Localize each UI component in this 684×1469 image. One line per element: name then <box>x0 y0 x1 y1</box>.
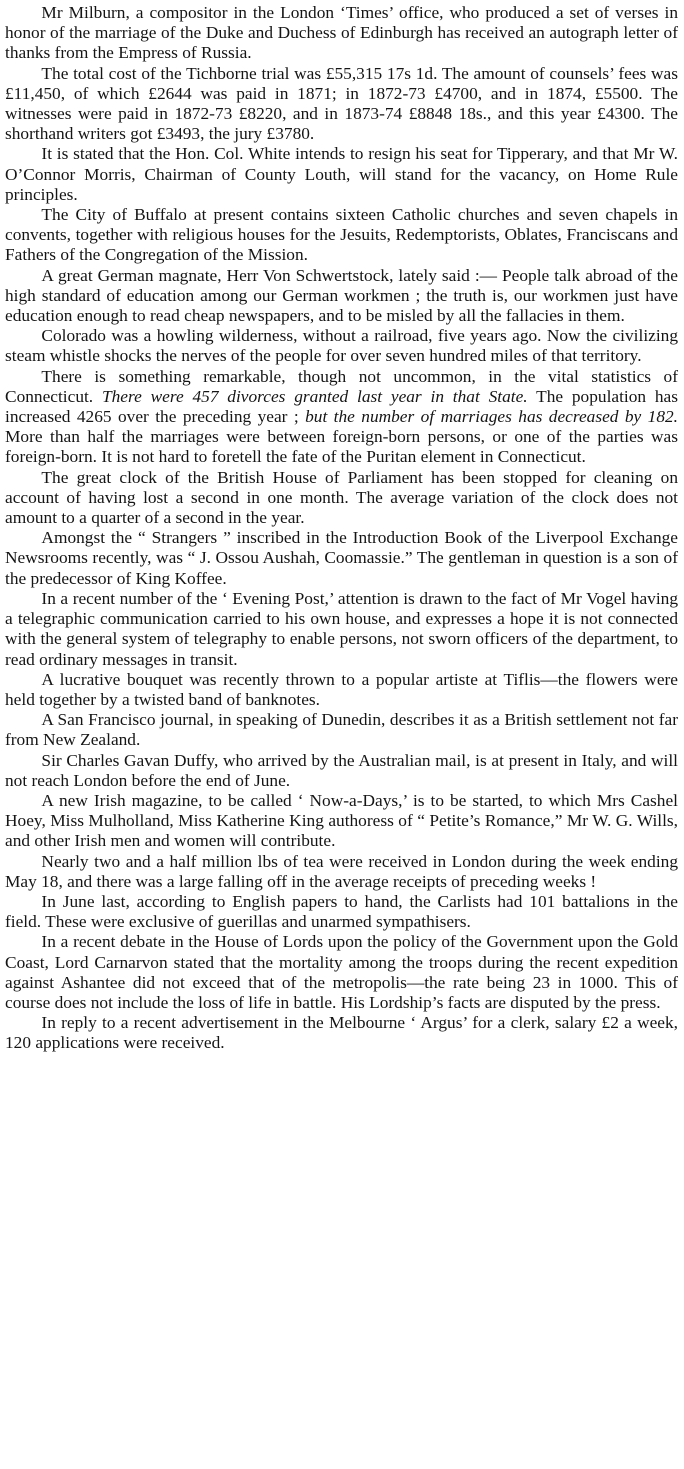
news-paragraph <box>5 528 678 589</box>
news-paragraph <box>5 64 678 145</box>
news-paragraph <box>5 791 678 852</box>
news-paragraph <box>5 266 678 327</box>
news-paragraph <box>5 932 678 1013</box>
news-paragraph <box>5 670 678 710</box>
paragraph-text: The population has increased 4265 over the preceding year ; <box>5 386 679 427</box>
italic-text: There were 457 divorces granted last year in that State. <box>101 386 528 406</box>
paragraph-text: A great German magnate, Herr Von Schwertstock, lately said :— People talk abroad of the high standard of education among our German workmen ; the truth is, our workmen just have education enough to read cheap newspapers, and to be misled by all the fallacies in them. <box>5 265 678 326</box>
news-paragraph <box>5 710 678 750</box>
news-paragraph <box>5 589 678 670</box>
news-paragraph <box>5 751 678 791</box>
news-paragraph <box>5 326 678 366</box>
news-paragraph <box>5 367 678 468</box>
news-paragraph <box>5 1013 678 1053</box>
paragraph-text: It is stated that the Hon. Col. White intends to resign his seat for Tipperary, and that Mr W. O’Connor Morris, Chairman of County Louth, will stand for the vacancy, on Home Rule principles. <box>5 144 678 204</box>
italic-text: but the number of marriages has decreased by 182. <box>305 407 678 427</box>
paragraph-text: A new Irish magazine, to be called ‘ Now-a-Days,’ is to be started, to which Mrs Cashel Hoey, Miss Mulholland, Miss Katherine King authoress of “ Petite’s Romance,” Mr W. G. Wills, and other Irish men and women will contribute. <box>5 790 678 851</box>
paragraph-text: Amongst the “ Strangers ” inscribed in the Introduction Book of the Liverpool Exchange Newsrooms recently, was “ J. Ossou Aushah, Coomassie.” The gentleman in question is a son of the predecessor of King Koffee. <box>5 528 678 588</box>
article-body <box>5 3 678 1054</box>
paragraph-text: In a recent number of the ‘ Evening Post,’ attention is drawn to the fact of Mr Vogel having a telegraphic communication carried to his own house, and expresses a hope it is not connected with the general system of telegraphy to enable persons, not sworn officers of the department, to read ordinary messages in transit. <box>5 588 678 669</box>
paragraph-text: A lucrative bouquet was recently thrown to a popular artiste at Tiflis—the flowers were held together by a twisted band of banknotes. <box>5 669 678 709</box>
paragraph-text: There is something remarkable, though not uncommon, in the vital statistics of Connecticut. <box>5 366 678 406</box>
paragraph-text: The total cost of the Tichborne trial was £55,315 17s 1d. The amount of counsels’ fees was £11,450, of which £2644 was paid in 1871; in 1872-73 £4700, and in 1874, £5500. The witnesses were paid in 1872-73 £8220, and in 1873-74 £8848 18s., and this year £4300. The shorthand writers got £3493, the jury £3780. <box>5 63 678 144</box>
news-paragraph <box>5 144 678 205</box>
paragraph-text: In reply to a recent advertisement in the Melbourne ‘ Argus’ for a clerk, salary £2 a week, 120 applications were received. <box>5 1013 678 1053</box>
paragraph-text: Nearly two and a half million lbs of tea were received in London during the week ending May 18, and there was a large falling off in the average receipts of preceding weeks ! <box>5 851 678 891</box>
news-paragraph <box>5 3 678 64</box>
paragraph-text: The City of Buffalo at present contains sixteen Catholic churches and seven chapels in convents, together with religious houses for the Jesuits, Redemptorists, Oblates, Franciscans and Fathers of the Congregation of the Mission. <box>5 205 678 265</box>
paragraph-text: More than half the marriages were between foreign-born persons, or one of the parties was foreign-born. It is not hard to foretell the fate of the Puritan element in Connecticut. <box>5 427 678 467</box>
news-paragraph <box>5 892 678 932</box>
paragraph-text: A San Francisco journal, in speaking of Dunedin, describes it as a British settlement not far from New Zealand. <box>5 710 678 750</box>
paragraph-text: In a recent debate in the House of Lords upon the policy of the Government upon the Gold Coast, Lord Carnarvon stated that the mortality among the troops during the recent expedition against Ashantee did not exceed that of the metropolis—the rate being 23 in 1000. This of course does not include the loss of life in battle. His Lordship’s facts are disputed by the press. <box>5 932 678 1012</box>
news-paragraph <box>5 205 678 266</box>
news-paragraph <box>5 852 678 892</box>
paragraph-text: Colorado was a howling wilderness, without a railroad, five years ago. Now the civilizing steam whistle shocks the nerves of the people for over seven hundred miles of that territory. <box>5 326 678 366</box>
paragraph-text: In June last, according to English papers to hand, the Carlists had 101 battalions in the field. These were exclusive of guerillas and unarmed sympathisers. <box>5 891 678 932</box>
paragraph-text: The great clock of the British House of Parliament has been stopped for cleaning on account of having lost a second in one month. The average variation of the clock does not amount to a quarter of a second in the year. <box>5 467 678 528</box>
news-paragraph <box>5 468 678 529</box>
paragraph-text: Mr Milburn, a compositor in the London ‘Times’ office, who produced a set of verses in honor of the marriage of the Duke and Duchess of Edinburgh has received an autograph letter of thanks from the Empress of Russia. <box>5 3 678 63</box>
paragraph-text: Sir Charles Gavan Duffy, who arrived by the Australian mail, is at present in Italy, and will not reach London before the end of June. <box>5 750 678 790</box>
